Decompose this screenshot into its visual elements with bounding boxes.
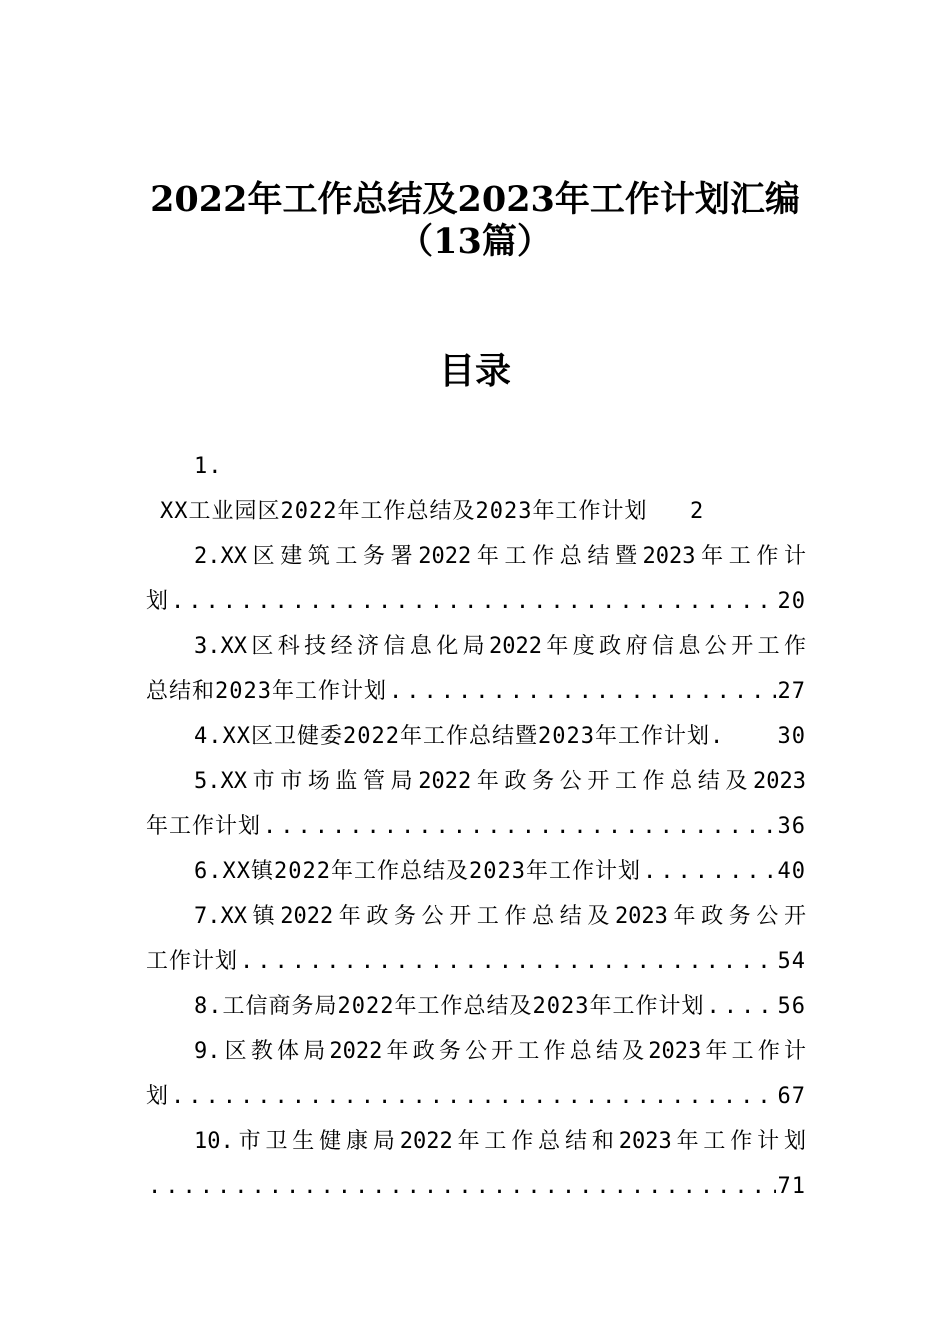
toc-entry-text: 总结和2023年工作计划 [146, 679, 387, 704]
toc-entry-text: 4.XX区卫健委2022年工作总结暨2023年工作计划. [194, 724, 725, 749]
toc-entry-4[interactable] [194, 720, 806, 754]
toc-entry-text: 7.XX镇2022年政务公开工作总结及2023年政务公开 [194, 904, 806, 929]
toc-leader-dots [169, 1080, 775, 1114]
toc-entry-page: 2 [689, 499, 705, 524]
toc-entry-6[interactable] [194, 855, 806, 889]
toc-entry-3-line2[interactable] [146, 675, 806, 709]
toc-entry-text: 9.区教体局2022年政务公开工作总结及2023年工作计 [194, 1039, 806, 1064]
toc-leader-dots [641, 855, 776, 889]
toc-entry-text: 5.XX市市场监管局2022年政务公开工作总结及2023 [194, 769, 806, 794]
document-subtitle-count: （13篇） [398, 221, 552, 262]
toc-leader-dots [146, 1170, 776, 1204]
toc-leader-dots [238, 945, 775, 979]
toc-entry-10-line1[interactable] [194, 1125, 806, 1159]
toc-leader-dots [261, 810, 775, 844]
toc-entry-text: 划 [146, 1084, 170, 1109]
toc-entry-number: 1. [194, 454, 223, 479]
toc-entry-5-line1[interactable] [194, 765, 806, 799]
toc-entry-8[interactable] [194, 990, 806, 1024]
toc-entry-2-line1[interactable] [194, 540, 806, 574]
toc-entry-page: 71 [777, 1174, 806, 1199]
toc-entry-2-line2[interactable] [146, 585, 806, 619]
toc-entry-page: 30 [777, 724, 806, 749]
toc-entry-page: 67 [777, 1084, 806, 1109]
toc-entry-page: 36 [777, 814, 806, 839]
toc-entry-1-number[interactable] [194, 450, 806, 484]
toc-entry-page: 54 [777, 949, 806, 974]
toc-entry-page: 40 [777, 859, 806, 884]
toc-entry-page: 20 [777, 589, 806, 614]
toc-leader-dots [387, 675, 776, 709]
toc-heading: 目录 [438, 350, 511, 392]
toc-entry-text: 3.XX区科技经济信息化局2022年度政府信息公开工作 [194, 634, 806, 659]
toc-entry-text: 2.XX区建筑工务署2022年工作总结暨2023年工作计 [194, 544, 806, 569]
toc-entry-5-line2[interactable] [146, 810, 806, 844]
document-title: 2022年工作总结及2023年工作计划汇编 [150, 179, 800, 220]
toc-entry-1[interactable] [160, 495, 806, 529]
toc-entry-text: 8.工信商务局2022年工作总结及2023年工作计划 [194, 994, 705, 1019]
toc-entry-page: 27 [777, 679, 806, 704]
toc-entry-text: XX工业园区2022年工作总结及2023年工作计划 [160, 499, 648, 524]
toc-entry-9-line2[interactable] [146, 1080, 806, 1114]
toc-entry-text: 6.XX镇2022年工作总结及2023年工作计划 [194, 859, 641, 884]
toc-entry-text: 划 [146, 589, 170, 614]
toc-entry-10-line2[interactable] [146, 1170, 806, 1204]
toc-leader-dots [169, 585, 775, 619]
toc-entry-page: 56 [777, 994, 806, 1019]
toc-entry-7-line2[interactable] [146, 945, 806, 979]
toc-entry-9-line1[interactable] [194, 1035, 806, 1069]
toc-entry-text: 10.市卫生健康局2022年工作总结和2023年工作计划 [194, 1129, 806, 1154]
toc-entry-text: 工作计划 [146, 949, 239, 974]
toc-entry-text: 年工作计划 [146, 814, 262, 839]
toc-leader-dots [704, 990, 775, 1024]
toc-entry-7-line1[interactable] [194, 900, 806, 934]
toc-entry-3-line1[interactable] [194, 630, 806, 664]
